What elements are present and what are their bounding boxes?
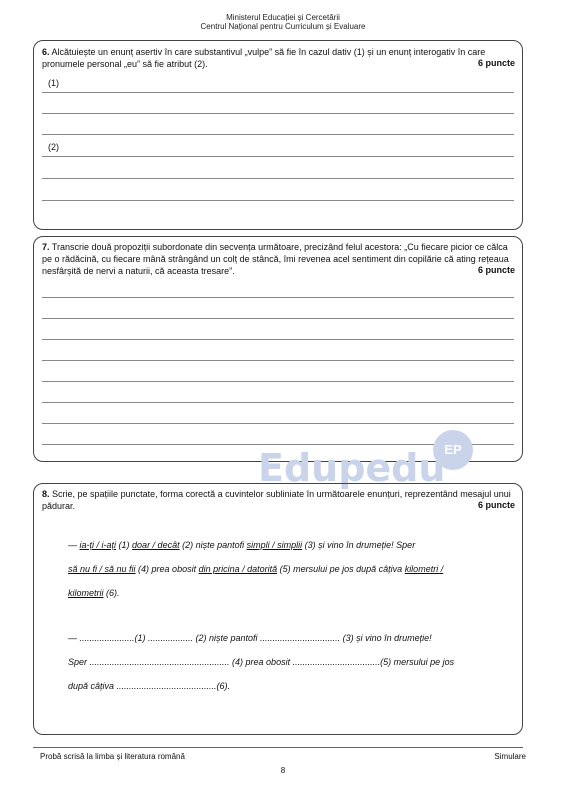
sentence-text: (4) prea obosit	[135, 564, 199, 574]
header-center: Centrul Național pentru Curriculum și Evaluare	[200, 22, 366, 31]
header-ministry: Ministerul Educației și Cercetării	[226, 13, 340, 22]
question-6-number: 6.	[42, 47, 50, 57]
page-header	[0, 13, 566, 31]
footer-exam-title: Probă scrisă la limba și literatura română	[40, 752, 185, 761]
example-line-3	[68, 588, 120, 598]
answer-line[interactable]	[42, 156, 514, 157]
sentence-text: (1)	[116, 540, 133, 550]
underlined-option: simpli / simplii	[246, 540, 303, 550]
example-line-2	[68, 564, 443, 574]
question-8-prompt: Scrie, pe spațiile punctate, forma corectă a cuvintelor subliniate în următoarele enunțuri, reprezentând mesajul unui pădurar.	[42, 489, 511, 511]
question-8-text	[42, 488, 514, 512]
question-7-box	[33, 236, 523, 462]
answer-line[interactable]	[42, 360, 514, 361]
answer-label-2: (2)	[48, 142, 59, 152]
edupedu-watermark: Edupedu	[258, 446, 446, 490]
page-number: 8	[280, 766, 286, 775]
example-line-1	[68, 540, 415, 550]
underlined-option: din pricina / datorită	[198, 564, 278, 574]
answer-line[interactable]	[42, 113, 514, 114]
underlined-option: doar / decât	[132, 540, 180, 550]
answer-line[interactable]	[42, 402, 514, 403]
question-6-text	[42, 46, 514, 70]
answer-line[interactable]	[42, 381, 514, 382]
sentence-text: (2) niște pantofi	[179, 540, 247, 550]
underlined-option: ia-ți / i-ați	[79, 540, 117, 550]
sentence-text: (6).	[103, 588, 120, 598]
underlined-option: kilometri /	[404, 564, 444, 574]
answer-line[interactable]	[42, 200, 514, 201]
question-8-box	[33, 483, 523, 735]
answer-line-3[interactable]: după câțiva ........................................(6).	[68, 681, 231, 691]
answer-line[interactable]	[42, 318, 514, 319]
underlined-option: să nu fi / să nu fii	[68, 564, 136, 574]
answer-line[interactable]	[42, 297, 514, 298]
answer-line[interactable]	[42, 339, 514, 340]
answer-label-1: (1)	[48, 78, 59, 88]
question-6-box	[33, 40, 523, 230]
dash: —	[68, 540, 80, 550]
question-8-points: 6 puncte	[477, 500, 515, 510]
footer-exam-type: Simulare	[494, 752, 526, 761]
sentence-text: (5) mersului pe jos după câțiva	[277, 564, 405, 574]
question-7-points: 6 puncte	[477, 265, 515, 275]
answer-line[interactable]	[42, 178, 514, 179]
question-6-prompt: Alcătuiește un enunț asertiv în care substantivul „vulpe” să fie în cazul dativ (1) și un enunț interogativ în care pronumele personal „eu” să fie atribut (2).	[42, 47, 486, 69]
sentence-text: (3) și vino în drumeție! Sper	[302, 540, 416, 550]
answer-line[interactable]	[42, 92, 514, 93]
answer-line[interactable]	[42, 423, 514, 424]
underlined-option: kilometrii	[68, 588, 104, 598]
question-8-number: 8.	[42, 489, 50, 499]
answer-line[interactable]	[42, 134, 514, 135]
answer-line-2[interactable]: Sper ........................................................ (4) prea obosit ...................................(5) mersului pe jos	[68, 657, 455, 667]
question-7-prompt: Transcrie două propoziții subordonate din secvența următoare, precizând felul acestora: „Cu fiecare picior ce călca pe o rădăcină, cu fiecare mână strângând un colț de stâncă, îmi revenea acel sentiment din copilărie că ating rețeaua nesfârșită de nervi a naturii, că aceasta tresare”.	[42, 242, 509, 276]
footer-divider	[33, 747, 523, 748]
question-7-text	[42, 241, 514, 277]
answer-line-1[interactable]: — ......................(1) .................. (2) niște pantofi ................................ (3) și vino în drumeție!	[68, 633, 432, 643]
edupedu-logo: EP	[433, 430, 473, 470]
question-6-points: 6 puncte	[477, 58, 515, 68]
question-7-number: 7.	[42, 242, 50, 252]
